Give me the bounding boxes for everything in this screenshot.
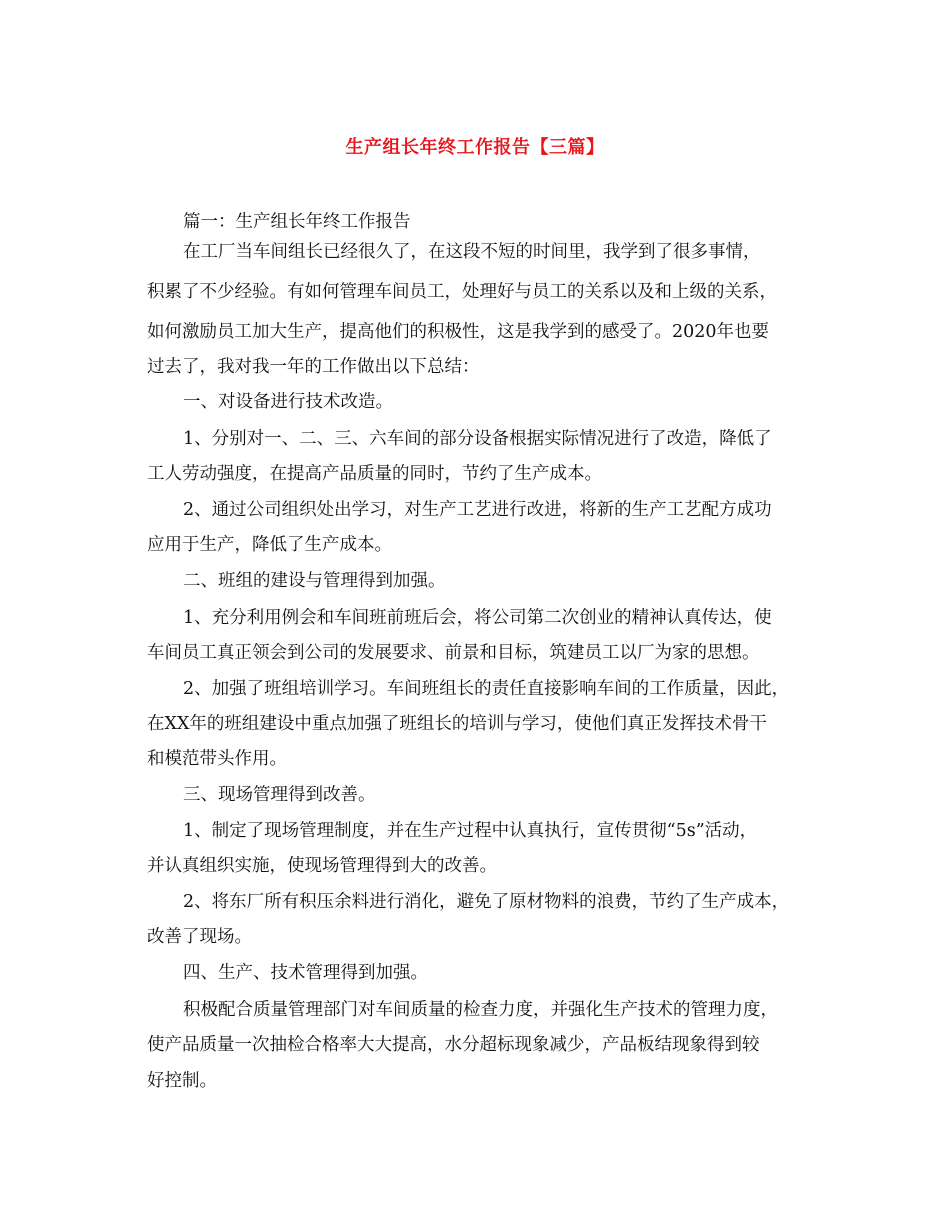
text-line: 车间员工真正领会到公司的发展要求、前景和目标，筑建员工以厂为家的思想。 (147, 643, 760, 663)
text-line: 1、制定了现场管理制度，并在生产过程中认真执行，宣传贯彻“5s”活动， (183, 821, 758, 841)
text-line: 三、现场管理得到改善。 (183, 785, 376, 805)
text-line: 在工厂当车间组长已经很久了，在这段不短的时间里，我学到了很多事情， (183, 242, 761, 262)
text-line: 使产品质量一次抽检合格率大大提高，水分超标现象减少，产品板结现象得到较 (147, 1035, 760, 1055)
text-line: 改善了现场。 (147, 927, 252, 947)
text-line: 1、分别对一、二、三、六车间的部分设备根据实际情况进行了改造，降低了 (183, 429, 772, 449)
text-line: 应用于生产，降低了生产成本。 (147, 535, 392, 555)
text-line: 工人劳动强度，在提高产品质量的同时，节约了生产成本。 (147, 464, 602, 484)
text-line: 2、将东厂所有积压余料进行消化，避免了原材物料的浪费，节约了生产成本， (183, 892, 790, 912)
text-line: 二、班组的建设与管理得到加强。 (183, 571, 446, 591)
text-line: 篇一：生产组长年终工作报告 (183, 212, 411, 232)
text-line: 好控制。 (147, 1071, 217, 1091)
text-line: 四、生产、技术管理得到加强。 (183, 963, 428, 983)
text-line: 过去了，我对我一年的工作做出以下总结： (147, 357, 480, 377)
text-line: 如何激励员工加大生产，提高他们的积极性，这是我学到的感受了。2020年也要 (147, 322, 770, 342)
text-line: 并认真组织实施，使现场管理得到大的改善。 (147, 856, 497, 876)
text-line: 和模范带头作用。 (147, 749, 287, 769)
document-title: 生产组长年终工作报告【三篇】 (345, 137, 605, 158)
text-line: 2、加强了班组培训学习。车间班组长的责任直接影响车间的工作质量，因此， (183, 679, 790, 699)
text-line: 在XX年的班组建设中重点加强了班组长的培训与学习，使他们真正发挥技术骨干 (147, 714, 767, 734)
text-line: 1、充分利用例会和车间班前班后会，将公司第二次创业的精神认真传达，使 (183, 608, 772, 628)
text-line: 积极配合质量管理部门对车间质量的检查力度，并强化生产技术的管理力度， (183, 1000, 778, 1020)
text-line: 2、通过公司组织处出学习，对生产工艺进行改进，将新的生产工艺配方成功 (183, 500, 772, 520)
text-line: 一、对设备进行技术改造。 (183, 392, 393, 412)
text-line: 积累了不少经验。有如何管理车间员工，处理好与员工的关系以及和上级的关系， (147, 282, 777, 302)
